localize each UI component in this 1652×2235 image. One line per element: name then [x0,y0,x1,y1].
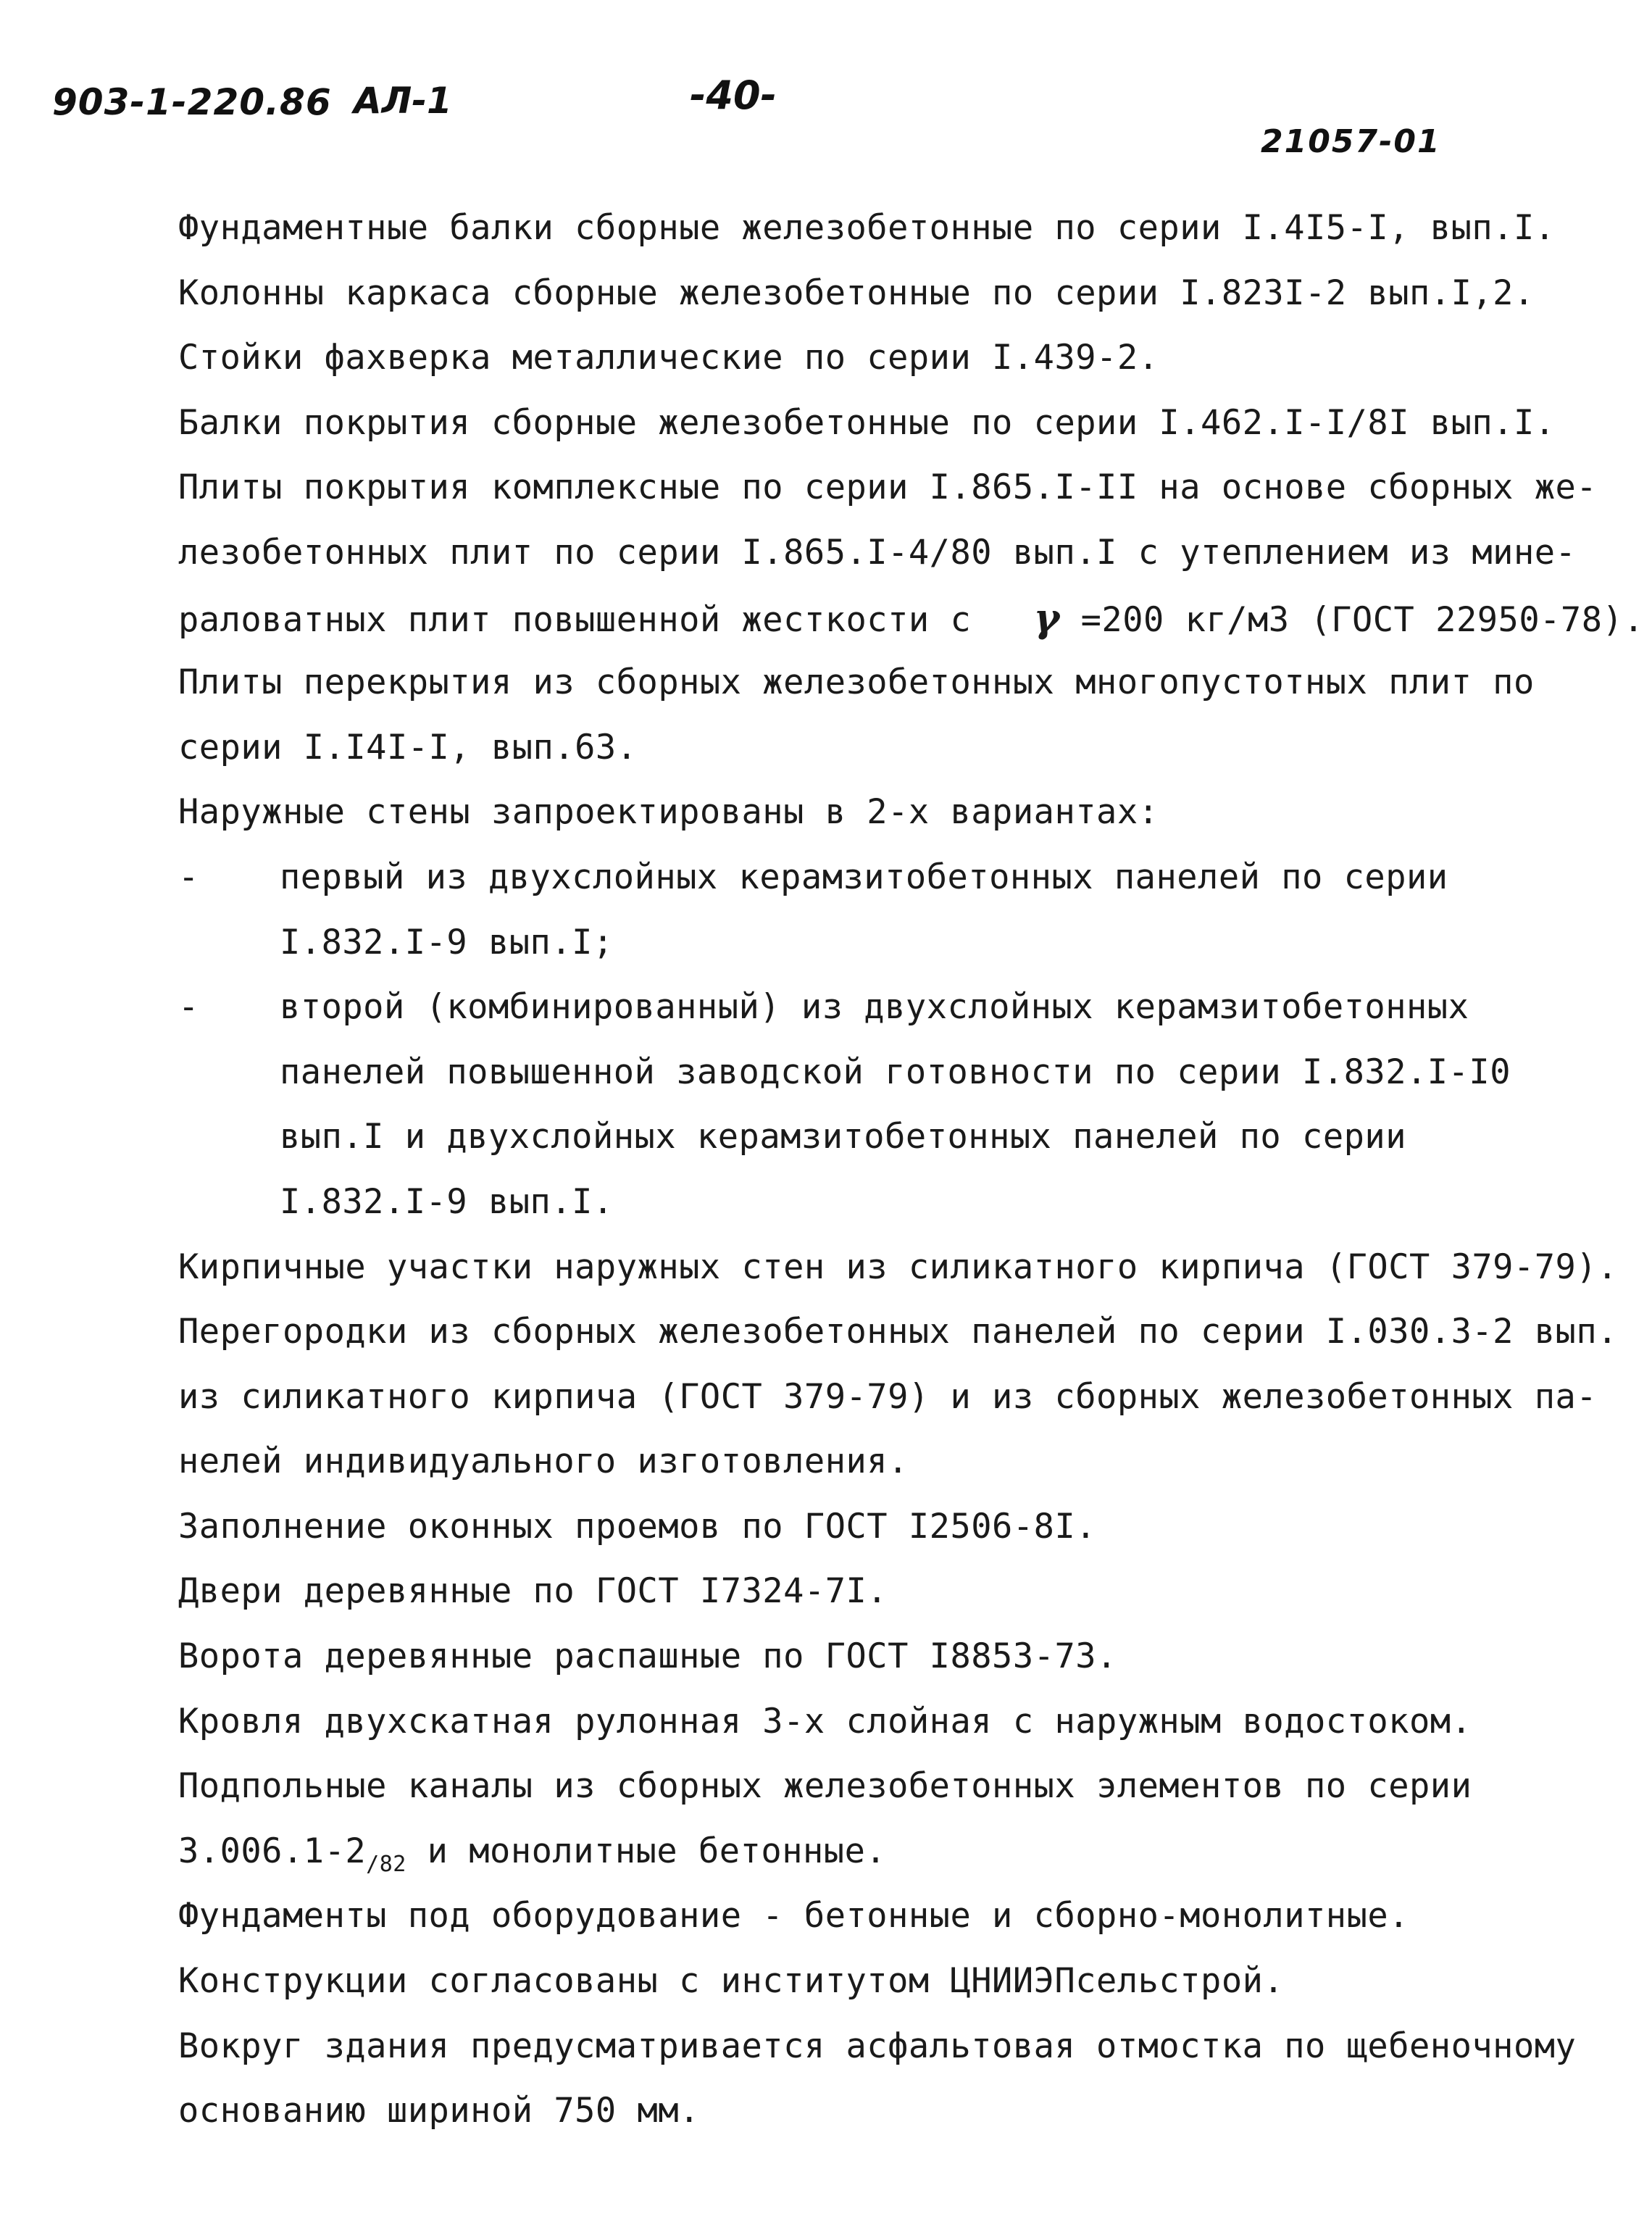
text-line-canal [178,1819,1620,1884]
text-line: Подпольные каналы из сборных железобетонных элементов по серии [178,1766,1472,1807]
canal-text: и монолитные бетонные. [427,1831,887,1871]
canal-series: 3.006.1-2 [178,1831,367,1871]
list-item-text: второй (комбинированный) из двухслойных керамзитобетонных [280,987,1469,1028]
text-line: Кирпичные участки наружных стен из силикатного кирпича (ГОСТ 379-79). [178,1246,1618,1287]
text-line: Кровля двухскатная рулонная 3-х слойная с наружным водостоком. [178,1701,1472,1741]
text-line: нелей индивидуального изготовления. [178,1441,909,1482]
list-item-text: первый из двухслойных керамзитобетонных панелей по серии [280,857,1448,897]
list-item-continuation: I.832.I-9 вып.I. [280,1181,614,1222]
gamma-symbol: γ [1033,594,1060,641]
text-line: Перегородки из сборных железобетонных панелей по серии I.030.3-2 вып. [178,1312,1618,1352]
body-text [178,196,1645,2144]
list-item [178,975,1620,1040]
canal-fraction: /82 [366,1851,406,1877]
text-line: Заполнение оконных проемов по ГОСТ I2506-8I. [178,1506,1097,1547]
text-line: Вокруг здания предусматривается асфальтовая отмостка по щебеночному [178,2026,1577,2066]
text-line: Колонны каркаса сборные железобетонные по серии I.823I-2 вып.I,2. [178,272,1535,313]
document-number: 21057-01 [1261,123,1441,160]
list-item-continuation: вып.I и двухслойных керамзитобетонных панелей по серии [280,1117,1407,1157]
mineral-text: раловатных плит повышенной жесткости с [178,599,972,640]
text-line: основанию шириной 750 мм. [178,2091,700,2131]
list-dash: - [178,857,199,897]
text-line: Стойки фахверка металлические по серии I.439-2. [178,338,1159,378]
list-item [178,845,1620,910]
text-line: серии I.I4I-I, вып.63. [178,727,638,767]
page-number: -40- [690,72,777,118]
text-line: Плиты покрытия комплексные по серии I.865.I-II на основе сборных же- [178,467,1598,508]
sheet-label: АЛ-1 [354,80,452,122]
text-line: Фундаменты под оборудование - бетонные и сборно-монолитные. [178,1896,1409,1936]
text-line: Наружные стены запроектированы в 2-х вариантах: [178,792,1159,833]
document-code: 903-1-220.86 [52,81,332,123]
list-dash: - [178,987,199,1028]
list-item-continuation: панелей повышенной заводской готовности по серии I.832.I-I0 [280,1052,1511,1092]
text-line: Балки покрытия сборные железобетонные по серии I.462.I-I/8I вып.I. [178,402,1556,443]
density-text: =200 кг/м3 (ГОСТ 22950-78). [1080,599,1645,640]
text-line: Фундаментные балки сборные железобетонные по серии I.4I5-I, вып.I. [178,208,1556,248]
text-line: лезобетонных плит по серии I.865.I-4/80 вып.I с утеплением из мине- [178,532,1577,573]
list-item-continuation: I.832.I-9 вып.I; [280,922,614,962]
text-line: Конструкции согласованы с институтом ЦНИИЭПсельстрой. [178,1961,1285,2002]
text-line: Ворота деревянные распашные по ГОСТ I8853-73. [178,1636,1117,1677]
text-line: из силикатного кирпича (ГОСТ 379-79) и из сборных железобетонных па- [178,1376,1598,1417]
text-line: Двери деревянные по ГОСТ I7324-7I. [178,1571,888,1612]
text-line: Плиты перекрытия из сборных железобетонных многопустотных плит по [178,662,1535,703]
text-line-mineral [178,586,1645,651]
